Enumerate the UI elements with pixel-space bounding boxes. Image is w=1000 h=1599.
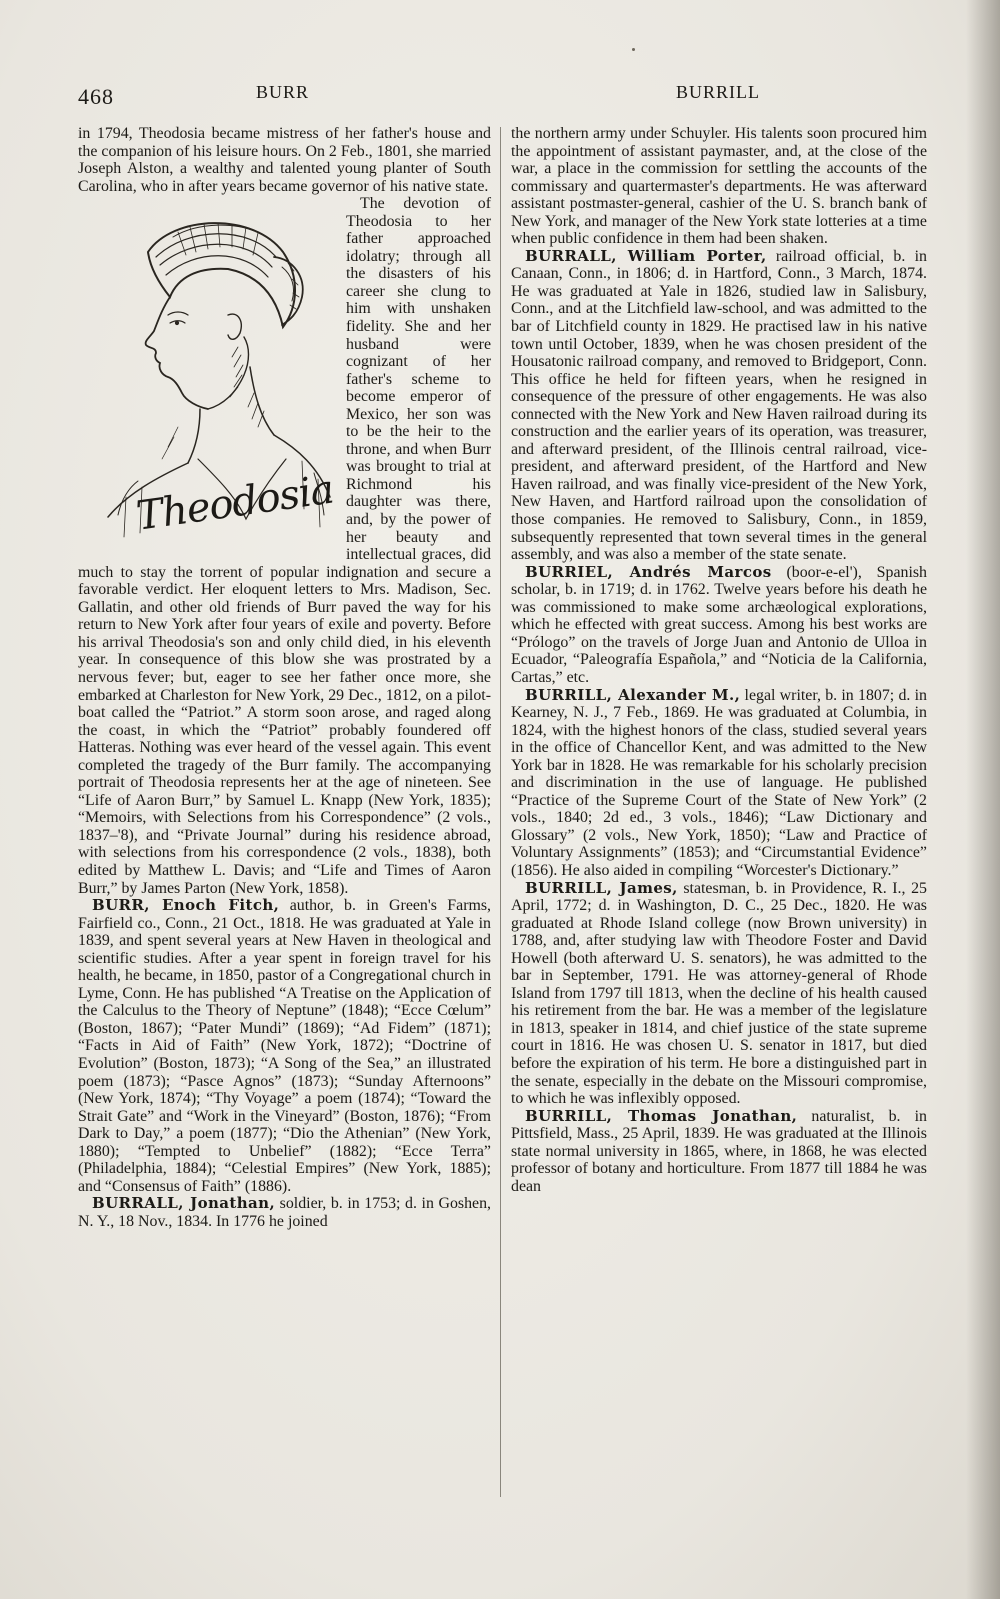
entry-heading: BURR, Enoch Fitch, — [92, 896, 280, 915]
entry-text: soldier, b. in 1753; d. in Goshen, N. Y., 18 Nov., 1834. In 1776 he joined — [78, 1195, 491, 1230]
right-column — [511, 125, 927, 1195]
entry-burr-enoch-fitch — [78, 897, 491, 1195]
left-column — [78, 125, 491, 1230]
paper-speck — [632, 48, 635, 51]
entry-heading: BURRILL, Thomas Jonathan, — [525, 1106, 798, 1125]
entry-text: author, b. in Green's Farms, Fairfield co., Conn., 21 Oct., 1818. He was graduated at Yale in 1839, and spent several years at New Haven in theological and scientific studies. After a year spent in foreign travel for his health, he became, in 1850, pastor of a Congregational church in Lyme, Conn. He has published “A Treatise on the Application of the Calculus to the Theory of Neptune” (1848); “Ecce Cœlum” (Boston, 1867); “Pater Mundi” (1869); “Ad Fidem” (1871); “Facts in Aid of Faith” (New York, 1872); “Doctrine of Evolution” (Boston, 1873); “A Song of the Sea,” an illustrated poem (1873); “Pasce Agnos” (1873); “Sunday Afternoons” (New York, 1874); “Thy Voyage” a poem (1874); “Toward the Strait Gate” and “Work in the Vineyard” (Boston, 1876); “From Dark to Day,” a poem (1877); “Dio the Athenian” (New York, 1880); “Tempted to Unbelief” (1882); “Ecce Terra” (Philadelphia, 1884); “Celestial Empires” (New York, 1885); and “Consensus of Faith” (1886). — [78, 897, 492, 1195]
theodosia-paragraph-2: The devotion of Theodosia to her father approached idolatry; through all the disasters of his career she clung to him with unshaken fidelity. She and her husband were cognizant of her father's scheme to become emperor of Mexico, her son was to be the heir to the throne, and when Burr was brought to trial at Richmond his daughter was there, and, by the power of her beauty and intellectual graces, did much to stay the torrent of popular indignation and secure a favorable verdict. Her eloquent letters to Mrs. Madison, Sec. Gallatin, and other old friends of Burr paved the way for his return to New York after four years of exile and poverty. Before his arrival Theodosia's son and only child died, in his eleventh year. In consequence of this blow she was prostrated by a nervous fever; but, eager to see her father once more, she embarked at Charleston for New York, 29 Dec., 1812, on a pilot-boat called the “Patriot.” A storm soon arose, and raged along the coast, in which the “Patriot” probably foundered off Hatteras. Nothing was ever heard of the vessel again. This event completed the tragedy of the Burr family. The accompanying portrait of Theodosia represents her at the age of nineteen. See “Life of Aaron Burr,” by Samuel L. Knapp (New York, 1835); “Memoirs, with Selections from his Correspondence” (2 vols., 1837–'8), and “Private Journal” during his residence abroad, with selections from his correspondence (2 vols., 1838), both edited by Matthew L. Davis; and “Life and Times of Aaron Burr,” by James Parton (New York, 1858). — [78, 195, 491, 897]
entry-burrill-james — [511, 880, 927, 1108]
entry-heading: BURRILL, James, — [525, 878, 678, 897]
left-running-heading: BURR — [256, 82, 310, 102]
entry-text: railroad official, b. in Canaan, Conn., in 1806; d. in Hartford, Conn., 3 March, 1874. He was graduated at Yale in 1826, studied law in Salisbury, Conn., and at the Litchfield law-school, and was admitted to the bar of Litchfield county in 1829. He practised law in his native town until October, 1839, when he was chosen president of the Housatonic railroad company, and removed to Bridgeport, Conn. This office he held for fifteen years, when he resigned in consequence of the pressure of other engagements. He was also connected with the New York and New Haven railroad during its construction and the earlier years of its operation, was treasurer, and afterward president, of the Illinois central railroad, vice-president, and afterward president, of the Hartford and New Haven railroad, and was finally vice-president of the New York, New Haven, and Hartford railroad upon the consolidation of those companies. He removed to Salisbury, Conn., in 1859, subsequently represented that town several times in the general assembly, and was also a member of the state senate. — [511, 247, 927, 564]
page-edge-shadow — [966, 0, 1000, 1599]
running-head — [78, 80, 928, 110]
entry-text: naturalist, b. in Pittsfield, Mass., 25 April, 1839. He was graduated at the Illinois state normal university in 1865, where, in 1868, he was elected professor of botany and horticulture. From 1877 till 1884 he was dean — [511, 1107, 927, 1195]
entry-heading: BURRIEL, Andrés Marcos — [525, 562, 772, 581]
theodosia-portrait — [78, 197, 340, 555]
portrait-signature: Theodosia — [133, 466, 337, 540]
entry-burriel-andres-marcos — [511, 564, 927, 687]
entry-heading: BURRALL, William Porter, — [525, 246, 767, 265]
entry-burrall-william-porter — [511, 248, 927, 564]
entry-text: statesman, b. in Providence, R. I., 25 April, 1772; d. in Washington, D. C., 25 Dec., 1820. He was graduated at Rhode Island college (now Brown university) in 1788, and, after studying law with Theodore Foster and David Howell (both afterward U. S. senators), he was admitted to the bar in September, 1791. He was attorney-general of Rhode Island from 1797 till 1813, when the decline of his health caused his retirement from the bar. He was a member of the legislature in 1813, speaker in 1814, and chief justice of the state supreme court in 1816. He was chosen U. S. senator in 1817, but died before the expiration of his term. He bore a distinguished part in the senate, especially in the debate on the Missouri compromise, to which he was inflexibly opposed. — [511, 879, 927, 1108]
theodosia-paragraph-1: in 1794, Theodosia became mistress of her father's house and the companion of his leisure hours. On 2 Feb., 1801, she married Joseph Alston, a wealthy and talented young planter of South Carolina, who in after years became governor of his native state. — [78, 125, 491, 195]
entry-burrall-jonathan — [78, 1195, 491, 1230]
entry-burrill-thomas-jonathan — [511, 1108, 927, 1196]
page-number: 468 — [78, 84, 114, 109]
entry-heading: BURRILL, Alexander M., — [525, 685, 741, 704]
entry-text: (boor-e-el'), Spanish scholar, b. in 1719; d. in 1762. Twelve years before his death he was commissioned to make some archæological explorations, which he effected with great success. Among his best works are “Prólogo” on the travels of Jorge Juan and Antonio de Ulloa in Ecuador, “Paleografía Española,” and “Noticia de la California, Cartas,” etc. — [511, 563, 927, 686]
burrall-jonathan-continued: the northern army under Schuyler. His talents soon procured him the appointment of assistant paymaster, and, at the close of the war, a place in the commission for settling the accounts of the commissary and quartermaster's departments. He was afterward assistant postmaster-general, cashier of the U. S. branch bank of New York, and manager of the New York state lotteries at a time when public confidence in them had been shaken. — [511, 125, 927, 248]
column-divider — [500, 127, 501, 1497]
right-running-heading: BURRILL — [676, 82, 761, 102]
entry-burrill-alexander — [511, 687, 927, 880]
entry-text: legal writer, b. in 1807; d. in Kearney, N. J., 7 Feb., 1869. He was graduated at Columbia, in 1824, with the highest honors of the class, studied several years in the office of Chancellor Kent, and was admitted to the New York bar in 1828. He was remarkable for his scholarly precision and discrimination in the use of language. He published “Practice of the Supreme Court of the State of New York” (2 vols., 1840; 2d ed., 3 vols., 1846); “Law Dictionary and Glossary” (2 vols., New York, 1850); “Law and Practice of Voluntary Assignments” (1853); and “Circumstantial Evidence” (1856). He also aided in compiling “Worcester's Dictionary.” — [511, 686, 927, 879]
entry-heading: BURRALL, Jonathan, — [92, 1194, 276, 1213]
